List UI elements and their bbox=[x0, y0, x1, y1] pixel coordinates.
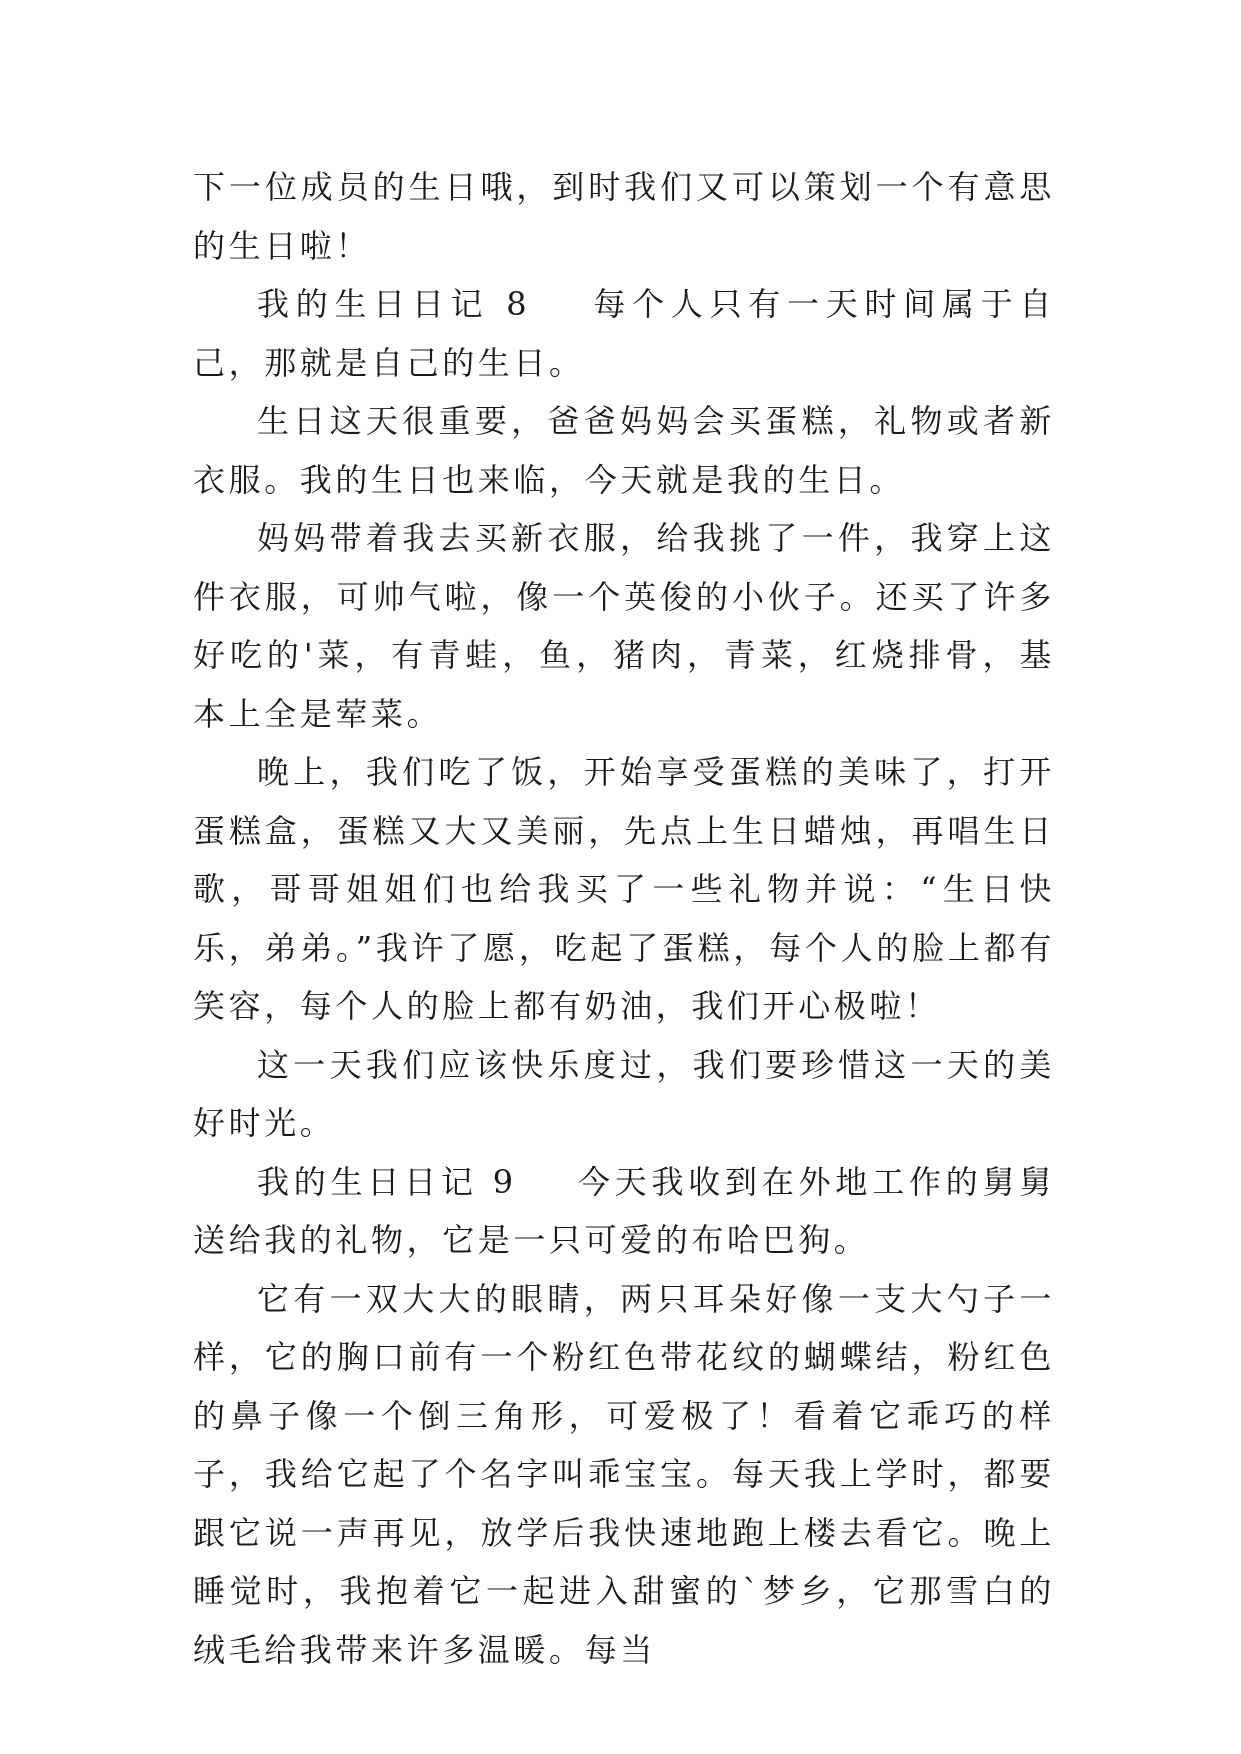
paragraph-text: 这一天我们应该快乐度过，我们要珍惜这一天的美好时光。 bbox=[193, 1045, 1055, 1142]
paragraph-text: 生日这天很重要，爸爸妈妈会买蛋糕，礼物或者新衣服。我的生日也来临，今天就是我的生日。 bbox=[193, 402, 1055, 499]
paragraph-text: 下一位成员的生日哦，到时我们又可以策划一个有意思的生日啦！ bbox=[193, 168, 1055, 265]
paragraph-diary-8 bbox=[193, 275, 1055, 392]
paragraph bbox=[193, 509, 1055, 743]
paragraph-diary-9 bbox=[193, 1153, 1055, 1270]
paragraph bbox=[193, 743, 1055, 1036]
diary-heading: 我的生日日记 8 bbox=[257, 285, 531, 323]
paragraph-text: 晚上，我们吃了饭，开始享受蛋糕的美味了，打开蛋糕盒，蛋糕又大又美丽，先点上生日蜡烛，再唱生日歌，哥哥姐姐们也给我买了一些礼物并说：“生日快乐，弟弟。”我许了愿，吃起了蛋糕，每个人的脸上都有笑容，每个人的脸上都有奶油，我们开心极啦！ bbox=[193, 753, 1055, 1025]
paragraph-continuation bbox=[193, 158, 1055, 275]
paragraph-text: 每个人只有一天时间属于自己，那就是自己的生日。 bbox=[193, 285, 1055, 382]
paragraph bbox=[193, 392, 1055, 509]
paragraph bbox=[193, 1270, 1055, 1680]
paragraph-text: 妈妈带着我去买新衣服，给我挑了一件，我穿上这件衣服，可帅气啦，像一个英俊的小伙子。还买了许多好吃的'菜，有青蛙，鱼，猪肉，青菜，红烧排骨，基本上全是荤菜。 bbox=[193, 519, 1055, 733]
document-body bbox=[193, 158, 1055, 1679]
paragraph-text: 今天我收到在外地工作的舅舅送给我的礼物，它是一只可爱的布哈巴狗。 bbox=[193, 1162, 1055, 1259]
diary-heading: 我的生日日记 9 bbox=[257, 1162, 517, 1201]
paragraph bbox=[193, 1036, 1055, 1153]
paragraph-text: 它有一双大大的眼睛，两只耳朵好像一支大勺子一样，它的胸口前有一个粉红色带花纹的蝴蝶结，粉红色的鼻子像一个倒三角形，可爱极了！看着它乖巧的样子，我给它起了个名字叫乖宝宝。每天我上学时，都要跟它说一声再见，放学后我快速地跑上楼去看它。晚上睡觉时，我抱着它一起进入甜蜜的`梦乡，它那雪白的绒毛给我带来许多温暖。每当 bbox=[193, 1279, 1055, 1669]
